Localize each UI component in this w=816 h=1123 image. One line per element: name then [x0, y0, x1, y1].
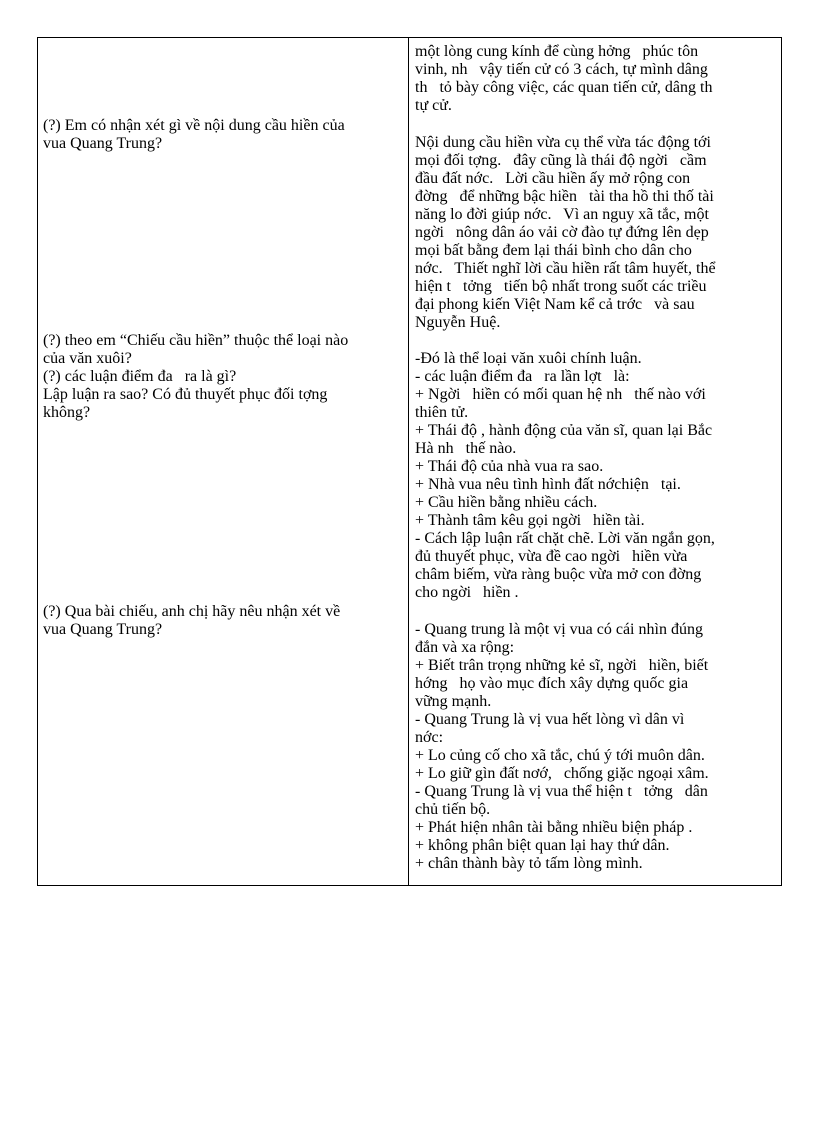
text-line: hớng họ vào mục đích xây dựng quốc gia — [415, 675, 689, 692]
text-line: vua Quang Trung? — [43, 621, 163, 638]
text-line: ngời nông dân áo vải cờ đào tự đứng lên dẹp — [415, 224, 709, 241]
text-line: + Lo giữ gìn đất nơớ, chống giặc ngoại xâm. — [415, 765, 709, 782]
text-line: mọi đối tợng. đây cũng là thái độ ngời cầm — [415, 152, 707, 169]
text-line: không? — [43, 404, 91, 421]
text-line: mọi bất bằng đem lại thái bình cho dân cho — [415, 242, 692, 259]
question-the-loai-luan-diem — [43, 332, 402, 422]
text-line: + chân thành bày tỏ tấm lòng mình. — [415, 855, 643, 872]
text-line: + Phát hiện nhân tài bằng nhiều biện pháp . — [415, 819, 693, 836]
text-line: (?) Qua bài chiếu, anh chị hãy nêu nhận xét về — [43, 603, 341, 620]
text-line: + Thái độ của nhà vua ra sao. — [415, 458, 604, 475]
text-line: (?) Em có nhận xét gì về nội dung cầu hiền của — [43, 117, 345, 134]
text-line: - Quang Trung là vị vua thể hiện t tởng dân — [415, 783, 708, 800]
answer-nhan-xet-vua — [415, 621, 771, 873]
answer-tien-cu — [415, 43, 771, 115]
answer-noi-dung-cau-hien — [415, 134, 771, 332]
text-line: - các luận điểm đa ra lần lợt là: — [415, 368, 630, 385]
text-line: đắn và xa rộng: — [415, 639, 515, 656]
text-line: -Đó là thể loại văn xuôi chính luận. — [415, 350, 642, 367]
text-line: đờng để những bậc hiền tài tha hồ thi thố tài — [415, 188, 714, 205]
text-line: vua Quang Trung? — [43, 135, 163, 152]
text-line: + Ngời hiền có mối quan hệ nh thế nào với — [415, 386, 706, 403]
text-line: thiên tử. — [415, 404, 469, 421]
text-line: tự cử. — [415, 97, 452, 114]
text-line: + Thái độ , hành động của văn sĩ, quan lại Bắc — [415, 422, 713, 439]
text-line: hiện t tởng tiến bộ nhất trong suốt các triều — [415, 278, 707, 295]
text-line: đại phong kiến Việt Nam kể cả trớc và sau — [415, 296, 695, 313]
text-line: nớc: — [415, 729, 444, 746]
content-table — [37, 37, 782, 886]
text-line: - Cách lập luận rất chặt chẽ. Lời văn ngắn gọn, — [415, 530, 715, 547]
text-line: (?) theo em “Chiếu cầu hiền” thuộc thể loại nào — [43, 332, 349, 349]
text-line: + Thành tâm kêu gọi ngời hiền tài. — [415, 512, 645, 529]
answer-column — [409, 38, 781, 885]
text-line: Lập luận ra sao? Có đủ thuyết phục đối tợng — [43, 386, 328, 403]
text-line: cho ngời hiền . — [415, 584, 519, 601]
text-line: đầu đất nớc. Lời cầu hiền ấy mở rộng con — [415, 170, 691, 187]
text-line: th tỏ bày công việc, các quan tiến cử, dâng th — [415, 79, 713, 96]
question-column — [38, 38, 409, 885]
text-line: châm biếm, vừa ràng buộc vừa mở con đờng — [415, 566, 702, 583]
text-line: + Biết trân trọng những kẻ sĩ, ngời hiền, biết — [415, 657, 709, 674]
text-line: chủ tiến bộ. — [415, 801, 491, 818]
question-nhan-xet-vua — [43, 603, 402, 639]
text-line: vinh, nh vậy tiến cử có 3 cách, tự mình dâng — [415, 61, 708, 78]
answer-the-loai-lap-luan — [415, 350, 771, 602]
text-line: + Lo củng cố cho xã tắc, chú ý tới muôn dân. — [415, 747, 705, 764]
text-line: Nội dung cầu hiền vừa cụ thể vừa tác động tới — [415, 134, 711, 151]
text-line: + Cầu hiền bằng nhiều cách. — [415, 494, 598, 511]
text-line: + Nhà vua nêu tình hình đất nớchiện tại. — [415, 476, 681, 493]
text-line: năng lo đời giúp nớc. Vì an nguy xã tắc, một — [415, 206, 709, 223]
text-line: - Quang Trung là vị vua hết lòng vì dân vì — [415, 711, 685, 728]
text-line: một lòng cung kính để cùng hởng phúc tôn — [415, 43, 699, 60]
text-line: của văn xuôi? — [43, 350, 132, 367]
text-line: Nguyễn Huệ. — [415, 314, 501, 331]
question-nhan-xet-noi-dung — [43, 117, 402, 153]
text-line: + không phân biệt quan lại hay thứ dân. — [415, 837, 670, 854]
text-line: (?) các luận điểm đa ra là gì? — [43, 368, 237, 385]
text-line: vững mạnh. — [415, 693, 492, 710]
text-line: - Quang trung là một vị vua có cái nhìn đúng — [415, 621, 703, 638]
text-line: Hà nh thế nào. — [415, 440, 517, 457]
text-line: nớc. Thiết nghĩ lời cầu hiền rất tâm huyết, thể — [415, 260, 716, 277]
text-line: đủ thuyết phục, vừa đề cao ngời hiền vừa — [415, 548, 688, 565]
